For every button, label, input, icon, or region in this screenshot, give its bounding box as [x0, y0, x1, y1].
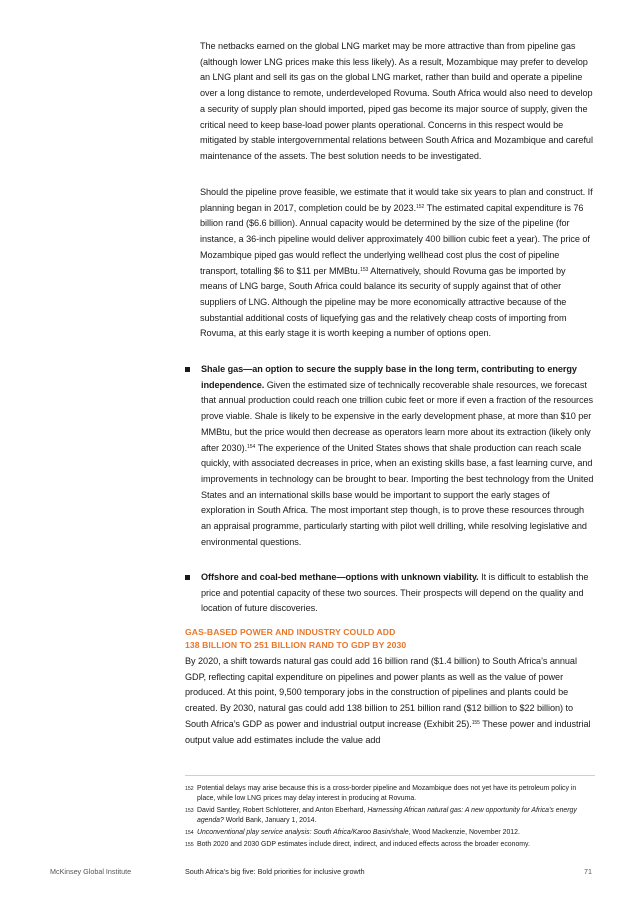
paragraph-text: Should the pipeline prove feasible, we estimate that it would take six years to plan and construct. If planning began in 2017, completion could be by 2023.	[200, 187, 593, 213]
section-heading-line: 138 BILLION TO 251 BILLION RAND TO GDP BY 2030	[185, 640, 407, 650]
footnote-number: 153	[185, 808, 194, 814]
bullet-body: The experience of the United States shows that shale production can reach scale quickly, with associated decreases in price, when an existing skills base, a fast learning curve, and improvements in technology can be brought to bear. Importing the best technology from the United States and an international skills base would be important to support the early stages of exploration in South Africa. The most important step though, is to prove these resources through an appraisal programme, particularly starting with pilot well drilling, while resolving legislative and environmental questions.	[201, 442, 594, 547]
bullet-square-icon	[185, 367, 190, 372]
footnote-title: Unconventional play service analysis: South Africa/Karoo Basin/shale	[197, 829, 409, 836]
bullet-heading: Shale gas—an option to secure the supply base in the long term, contributing to energy independence.	[201, 364, 577, 390]
footnote-title: Harnessing African natural gas: A new opportunity for Africa’s energy agenda?	[197, 807, 577, 825]
section-heading	[185, 626, 595, 652]
footnote-text	[197, 806, 595, 827]
footnote-number: 155	[185, 842, 194, 848]
bullet-body: It is difficult to establish the price and potential capacity of these two sources. Their prospects will depend on the quality and location of future discoveries.	[201, 572, 589, 614]
footnote-number: 152	[185, 786, 194, 792]
body-paragraph-netbacks: The netbacks earned on the global LNG market may be more attractive than from pipeline gas (although lower LNG prices make this less likely). As a result, Mozambique may prefer to develop an LNG plant and sell its gas on the global LNG market, rather than build and operate a pipeline over a long distance to remote, underdeveloped Rovuma. South Africa would also need to develop a security of supply plan should imported, piped gas become its major source of supply, given the critical need to keep base-load power plants operational. Concerns in this respect would be mitigated by stable intergovernmental relations between South Africa and Mozambique and careful maintenance of the assets. The best solution needs to be investigated.	[200, 41, 593, 161]
bullet-body: Given the estimated size of technically recoverable shale resources, we forecast that annual production could reach one trillion cubic feet or more if even a fraction of the resources prove viable. Shale is likely to be expensive in the early development phase, at more than $10 per MMBtu, but the price would then decrease as operators learn more about its extraction (likely only after 2030).	[201, 379, 594, 453]
paragraph-text: By 2020, a shift towards natural gas could add 16 billion rand ($1.4 billion) to South Africa’s annual GDP, reflecting capital expenditure on pipelines and power plants as well as the value of power produced. At this point, 9,500 temporary jobs in the construction of pipelines and plants could be created. By 2030, natural gas could add 138 billion to 251 billion rand ($12 billion to $22 billion) to South Africa’s GDP as power and industrial output increase (Exhibit 25).	[185, 656, 577, 729]
footnote-155	[185, 840, 595, 850]
footnote-divider	[185, 775, 595, 776]
page-number: 71	[584, 867, 592, 876]
bullet-text	[201, 570, 595, 617]
body-paragraph-pipeline	[200, 185, 595, 342]
footnote-number: 154	[185, 830, 194, 836]
footnote-text: Both 2020 and 2030 GDP estimates include direct, indirect, and induced effects across the broader economy.	[197, 841, 530, 848]
paragraph-text: Alternatively, should Rovuma gas be imported by means of LNG barge, South Africa could balance its security of supply against that of other suppliers of LNG. Although the pipeline may be more economically attractive because of the substantial additional costs of liquefying gas and the relatively cheap costs of importing from Rovuma, at this early stage it is worth keeping a number of options open.	[200, 265, 567, 339]
footnote-text	[197, 828, 595, 838]
footnote-ref-153[interactable]: 153	[360, 266, 369, 273]
bullet-square-icon	[185, 575, 190, 580]
footnote-text-part: World Bank, January 1, 2014.	[223, 817, 317, 825]
footnote-text-part: David Santley, Robert Schlotterer, and Anton Eberhard,	[197, 807, 368, 814]
footnote-ref-152[interactable]: 152	[416, 203, 425, 210]
footnote-text: Potential delays may arise because this is a cross-border pipeline and Mozambique does not yet have its petroleum policy in place, while low LNG prices may delay interest in producing at Rovuma.	[197, 785, 577, 803]
footnote-153	[185, 806, 595, 827]
bullet-text	[201, 362, 595, 550]
bullet-heading: Offshore and coal-bed methane—options with unknown viability.	[201, 572, 479, 582]
footnote-152	[185, 784, 595, 805]
footer-report-title: South Africa’s big five: Bold priorities for inclusive growth	[185, 867, 365, 876]
footnote-ref-155[interactable]: 155	[471, 719, 480, 726]
section-body-paragraph	[185, 654, 595, 748]
paragraph-text: These power and industrial output value add estimates include the value add	[185, 718, 591, 745]
footer-publisher: McKinsey Global Institute	[50, 867, 132, 876]
footnote-ref-154[interactable]: 154	[247, 443, 256, 450]
section-heading-line: GAS-BASED POWER AND INDUSTRY COULD ADD	[185, 627, 396, 637]
paragraph-text: The estimated capital expenditure is 76 billion rand ($6.6 billion). Annual capacity would be determined by the size of the pipeline (for instance, a 36-inch pipeline would deliver approximately 400 billion cubic feet a year). The price of Mozambique piped gas would reflect the underlying wellhead cost plus the cost of pipeline transport, totalling $6 to $11 per MMBtu.	[200, 202, 590, 276]
footnote-text-part: , Wood Mackenzie, November 2012.	[408, 829, 520, 836]
footnote-154	[185, 828, 595, 838]
